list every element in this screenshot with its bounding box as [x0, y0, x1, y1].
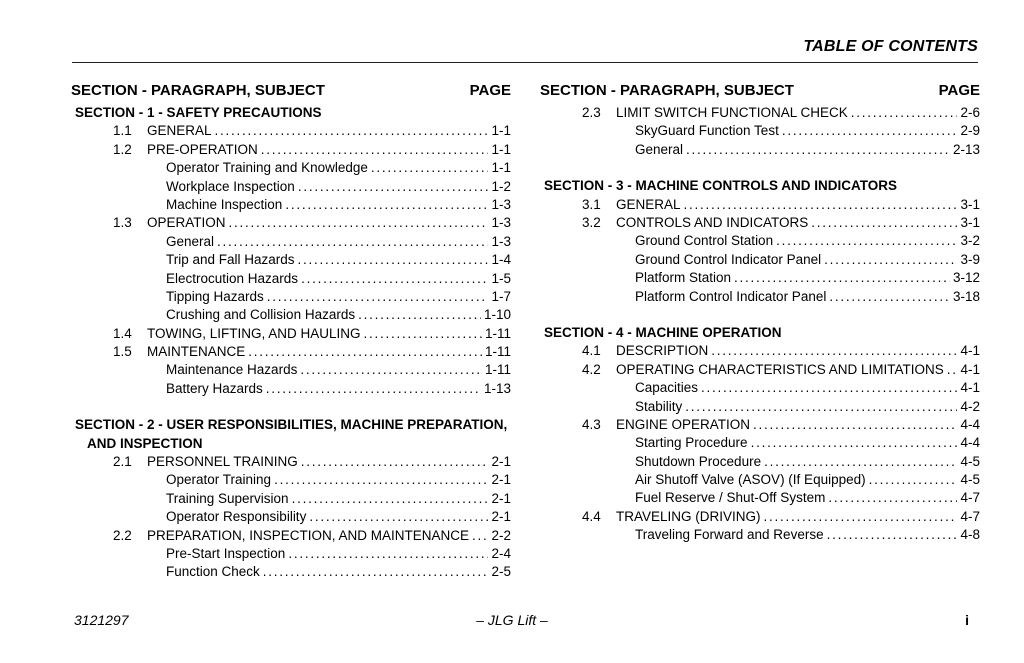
toc-entry-label: OPERATION	[147, 215, 226, 231]
dot-leader	[829, 288, 950, 306]
toc-entry-page: 1-5	[491, 270, 511, 286]
toc-entry[interactable]	[71, 490, 511, 508]
toc-entry-label: General	[166, 233, 215, 249]
dot-leader	[824, 251, 957, 269]
toc-entry-page: 4-5	[960, 453, 980, 469]
dot-leader	[782, 122, 958, 140]
toc-entry[interactable]	[540, 508, 980, 526]
toc-entry-label: CONTROLS AND INDICATORS	[616, 214, 809, 230]
toc-entry-number: 1.4	[113, 325, 132, 341]
header-divider	[72, 62, 978, 63]
toc-entry-page: 3-1	[960, 196, 980, 212]
toc-entry-page: 1-11	[484, 362, 511, 378]
toc-entry-label: Platform Control Indicator Panel	[635, 288, 827, 304]
toc-entry-page: 4-1	[960, 380, 980, 396]
toc-entry-number: 1.2	[113, 141, 132, 157]
toc-entry-label: Machine Inspection	[166, 196, 283, 212]
toc-entry-page: 2-1	[491, 472, 511, 488]
section-title-4[interactable]: SECTION - 4 - MACHINE OPERATION	[544, 324, 782, 340]
toc-entry-label: Capacities	[635, 380, 699, 396]
dot-leader	[301, 453, 489, 471]
dot-leader	[947, 361, 958, 379]
dot-leader	[300, 361, 482, 379]
column-header-page: PAGE	[469, 82, 511, 99]
dot-leader	[701, 379, 957, 397]
toc-entry-page: 1-11	[484, 325, 511, 341]
toc-entry-label: Stability	[635, 398, 683, 414]
toc-entry[interactable]	[540, 141, 980, 159]
toc-entry-page: 1-3	[491, 215, 511, 231]
toc-entry-page: 2-13	[952, 141, 980, 157]
toc-entry[interactable]	[71, 122, 511, 140]
toc-entry-label: Traveling Forward and Reverse	[635, 527, 824, 543]
toc-entry-label: Crushing and Collision Hazards	[166, 307, 356, 323]
toc-entry-number: 4.2	[582, 361, 601, 377]
dot-leader	[298, 178, 489, 196]
dot-leader	[288, 545, 488, 563]
section-3-entries	[540, 196, 980, 306]
toc-entry-label: Ground Control Station	[635, 233, 774, 249]
toc-entry[interactable]	[540, 398, 980, 416]
toc-entry[interactable]	[71, 453, 511, 471]
toc-entry[interactable]	[71, 361, 511, 379]
toc-entry-page: 4-4	[960, 416, 980, 432]
toc-entry[interactable]	[540, 379, 980, 397]
dot-leader	[686, 141, 950, 159]
toc-entry[interactable]	[540, 416, 980, 434]
dot-leader	[358, 306, 481, 324]
toc-entry-label: Shutdown Procedure	[635, 453, 762, 469]
toc-entry[interactable]	[71, 288, 511, 306]
toc-entry-label: Ground Control Indicator Panel	[635, 251, 822, 267]
dot-leader	[263, 563, 489, 581]
toc-entry[interactable]	[71, 380, 511, 398]
toc-entry-label: OPERATING CHARACTERISTICS AND LIMITATIONS	[616, 361, 944, 377]
toc-entry-label: Tipping Hazards	[166, 288, 264, 304]
toc-entry-number: 4.4	[582, 508, 601, 524]
dot-leader	[685, 398, 957, 416]
section-2-continued-entries	[540, 104, 980, 159]
toc-entry-label: PREPARATION, INSPECTION, AND MAINTENANCE	[147, 527, 470, 543]
toc-entry-page: 1-4	[491, 252, 511, 268]
section-title-3[interactable]: SECTION - 3 - MACHINE CONTROLS AND INDICATORS	[544, 178, 898, 194]
toc-entry-number: 2.1	[113, 454, 132, 470]
dot-leader	[274, 471, 488, 489]
toc-entry-label: GENERAL	[147, 123, 212, 139]
toc-entry-page: 4-2	[960, 398, 980, 414]
dot-leader	[764, 508, 958, 526]
dot-leader	[734, 269, 950, 287]
toc-entry-label: PERSONNEL TRAINING	[147, 454, 298, 470]
toc-entry-label: SkyGuard Function Test	[635, 123, 779, 139]
toc-entry-label: Fuel Reserve / Shut-Off System	[635, 490, 826, 506]
toc-entry-page: 2-1	[491, 509, 511, 525]
dot-leader	[267, 288, 489, 306]
toc-entry[interactable]	[71, 343, 511, 361]
toc-entry[interactable]	[71, 527, 511, 545]
toc-entry-number: 4.3	[582, 416, 601, 432]
toc-entry[interactable]	[540, 269, 980, 287]
toc-entry-page: 3-1	[960, 214, 980, 230]
toc-entry-number: 1.5	[113, 344, 132, 360]
toc-entry-page: 4-5	[960, 472, 980, 488]
toc-entry-label: Platform Station	[635, 270, 732, 286]
toc-entry-label: MAINTENANCE	[147, 344, 246, 360]
toc-entry-page: 2-1	[491, 490, 511, 506]
dot-leader	[711, 342, 957, 360]
section-title-2-line1: SECTION - 2 - USER RESPONSIBILITIES, MACHINE PREPARATION,	[75, 417, 508, 433]
toc-entry-page: 4-1	[960, 343, 980, 359]
toc-entry[interactable]	[71, 251, 511, 269]
toc-entry-page: 1-2	[491, 178, 511, 194]
dot-leader	[215, 122, 489, 140]
toc-entry-page: 1-3	[491, 196, 511, 212]
toc-entry-page: 3-9	[960, 251, 980, 267]
dot-leader	[309, 508, 488, 526]
toc-entry-page: 2-9	[960, 123, 980, 139]
dot-leader	[229, 214, 489, 232]
column-header-page: PAGE	[938, 82, 980, 99]
toc-entry-label: TOWING, LIFTING, AND HAULING	[147, 325, 361, 341]
dot-leader	[811, 214, 957, 232]
toc-entry-label: General	[635, 141, 684, 157]
toc-entry[interactable]	[540, 232, 980, 250]
dot-leader	[684, 196, 958, 214]
toc-entry-label: Workplace Inspection	[166, 178, 295, 194]
toc-entry-label: LIMIT SWITCH FUNCTIONAL CHECK	[616, 105, 848, 120]
page-number: i	[965, 612, 969, 628]
toc-entry-page: 1-7	[491, 288, 511, 304]
dot-leader	[371, 159, 489, 177]
toc-entry[interactable]	[71, 325, 511, 343]
toc-entry[interactable]	[71, 545, 511, 563]
toc-entry-page: 4-7	[960, 490, 980, 506]
dot-leader	[298, 251, 489, 269]
toc-entry[interactable]	[540, 489, 980, 507]
dot-leader	[472, 527, 488, 545]
dot-leader	[828, 489, 957, 507]
toc-entry-page: 1-1	[491, 123, 511, 139]
section-2-entries	[71, 453, 511, 582]
dot-leader	[764, 453, 957, 471]
toc-entry[interactable]	[540, 453, 980, 471]
toc-entry[interactable]	[540, 104, 980, 122]
toc-entry-page: 3-2	[960, 233, 980, 249]
toc-entry[interactable]	[71, 233, 511, 251]
dot-leader	[751, 434, 958, 452]
toc-entry-number: 1.1	[113, 123, 132, 139]
toc-entry-label: Starting Procedure	[635, 435, 748, 451]
dot-leader	[266, 380, 481, 398]
toc-entry[interactable]	[540, 251, 980, 269]
toc-entry-label: GENERAL	[616, 196, 681, 212]
toc-entry[interactable]	[71, 563, 511, 581]
toc-entry[interactable]	[540, 214, 980, 232]
dot-leader	[869, 471, 958, 489]
toc-entry-page: 4-7	[960, 508, 980, 524]
toc-entry[interactable]	[71, 178, 511, 196]
dot-leader	[248, 343, 482, 361]
toc-entry-label: Air Shutoff Valve (ASOV) (If Equipped)	[635, 472, 866, 488]
toc-entry-number: 2.3	[582, 105, 601, 120]
dot-leader	[753, 416, 957, 434]
toc-entry-page: 1-11	[484, 344, 511, 360]
toc-entry-page: 1-3	[491, 233, 511, 249]
toc-entry-page: 2-5	[491, 564, 511, 580]
toc-entry-label: Maintenance Hazards	[166, 362, 298, 378]
toc-column-right	[540, 78, 980, 545]
toc-entry[interactable]	[540, 526, 980, 544]
toc-entry[interactable]	[540, 342, 980, 360]
toc-entry-page: 1-13	[483, 380, 511, 396]
toc-entry[interactable]	[71, 196, 511, 214]
dot-leader	[776, 232, 957, 250]
toc-entry-label: Operator Training	[166, 472, 272, 488]
dot-leader	[827, 526, 958, 544]
document-number: 3121297	[74, 612, 129, 628]
column-header-subject: SECTION - PARAGRAPH, SUBJECT	[71, 82, 325, 99]
toc-entry-label: DESCRIPTION	[616, 343, 709, 359]
dot-leader	[285, 196, 488, 214]
toc-entry-page: 2-1	[491, 454, 511, 470]
toc-entry[interactable]	[540, 196, 980, 214]
section-title-2-line2: AND INSPECTION	[87, 435, 203, 451]
toc-entry[interactable]	[71, 270, 511, 288]
toc-column-left	[71, 78, 511, 582]
toc-entry-label: Electrocution Hazards	[166, 270, 299, 286]
section-title-1[interactable]: SECTION - 1 - SAFETY PRECAUTIONS	[75, 105, 322, 120]
toc-entry[interactable]	[71, 141, 511, 159]
dot-leader	[301, 270, 488, 288]
toc-entry-page: 2-6	[960, 105, 980, 120]
page-header-title: TABLE OF CONTENTS	[803, 38, 978, 55]
section-title-2[interactable]	[71, 416, 511, 453]
toc-entry[interactable]	[71, 306, 511, 324]
toc-entry[interactable]	[71, 214, 511, 232]
dot-leader	[292, 490, 489, 508]
toc-entry-label: Operator Responsibility	[166, 509, 307, 525]
toc-entry-number: 3.1	[582, 196, 601, 212]
toc-entry-number: 2.2	[113, 527, 132, 543]
toc-entry-page: 1-10	[483, 307, 511, 323]
toc-entry-number: 1.3	[113, 215, 132, 231]
section-1-entries	[71, 122, 511, 398]
toc-entry-label: PRE-OPERATION	[147, 141, 258, 157]
section-4-entries	[540, 342, 980, 544]
toc-entry-number: 4.1	[582, 343, 601, 359]
dot-leader	[851, 104, 958, 122]
dot-leader	[261, 141, 489, 159]
footer-brand: – JLG Lift –	[476, 612, 548, 628]
toc-entry-label: Pre-Start Inspection	[166, 546, 286, 562]
toc-entry-page: 4-1	[960, 361, 980, 377]
toc-entry-label: ENGINE OPERATION	[616, 416, 751, 432]
toc-entry[interactable]	[540, 361, 980, 379]
toc-entry[interactable]	[71, 471, 511, 489]
toc-entry-label: Training Supervision	[166, 490, 289, 506]
toc-entry-page: 2-4	[491, 546, 511, 562]
toc-entry-label: Trip and Fall Hazards	[166, 252, 295, 268]
column-header	[540, 78, 980, 104]
toc-entry[interactable]	[71, 508, 511, 526]
toc-entry[interactable]	[540, 471, 980, 489]
toc-entry-page: 2-2	[491, 527, 511, 543]
toc-entry-label: Battery Hazards	[166, 380, 263, 396]
toc-entry-label: TRAVELING (DRIVING)	[616, 508, 761, 524]
toc-entry-page: 4-4	[960, 435, 980, 451]
column-header	[71, 78, 511, 104]
toc-entry-page: 1-1	[491, 141, 511, 157]
toc-entry-number: 3.2	[582, 214, 601, 230]
toc-entry[interactable]	[71, 159, 511, 177]
toc-entry[interactable]	[540, 434, 980, 452]
dot-leader	[364, 325, 482, 343]
toc-entry[interactable]	[540, 122, 980, 140]
toc-entry-label: Function Check	[166, 564, 260, 580]
toc-entry-page: 4-8	[960, 527, 980, 543]
column-header-subject: SECTION - PARAGRAPH, SUBJECT	[540, 82, 794, 99]
toc-entry[interactable]	[540, 288, 980, 306]
toc-entry-page: 3-12	[952, 270, 980, 286]
toc-entry-page: 1-1	[491, 160, 511, 176]
dot-leader	[217, 233, 488, 251]
toc-entry-label: Operator Training and Knowledge	[166, 160, 368, 176]
toc-entry-page: 3-18	[952, 288, 980, 304]
